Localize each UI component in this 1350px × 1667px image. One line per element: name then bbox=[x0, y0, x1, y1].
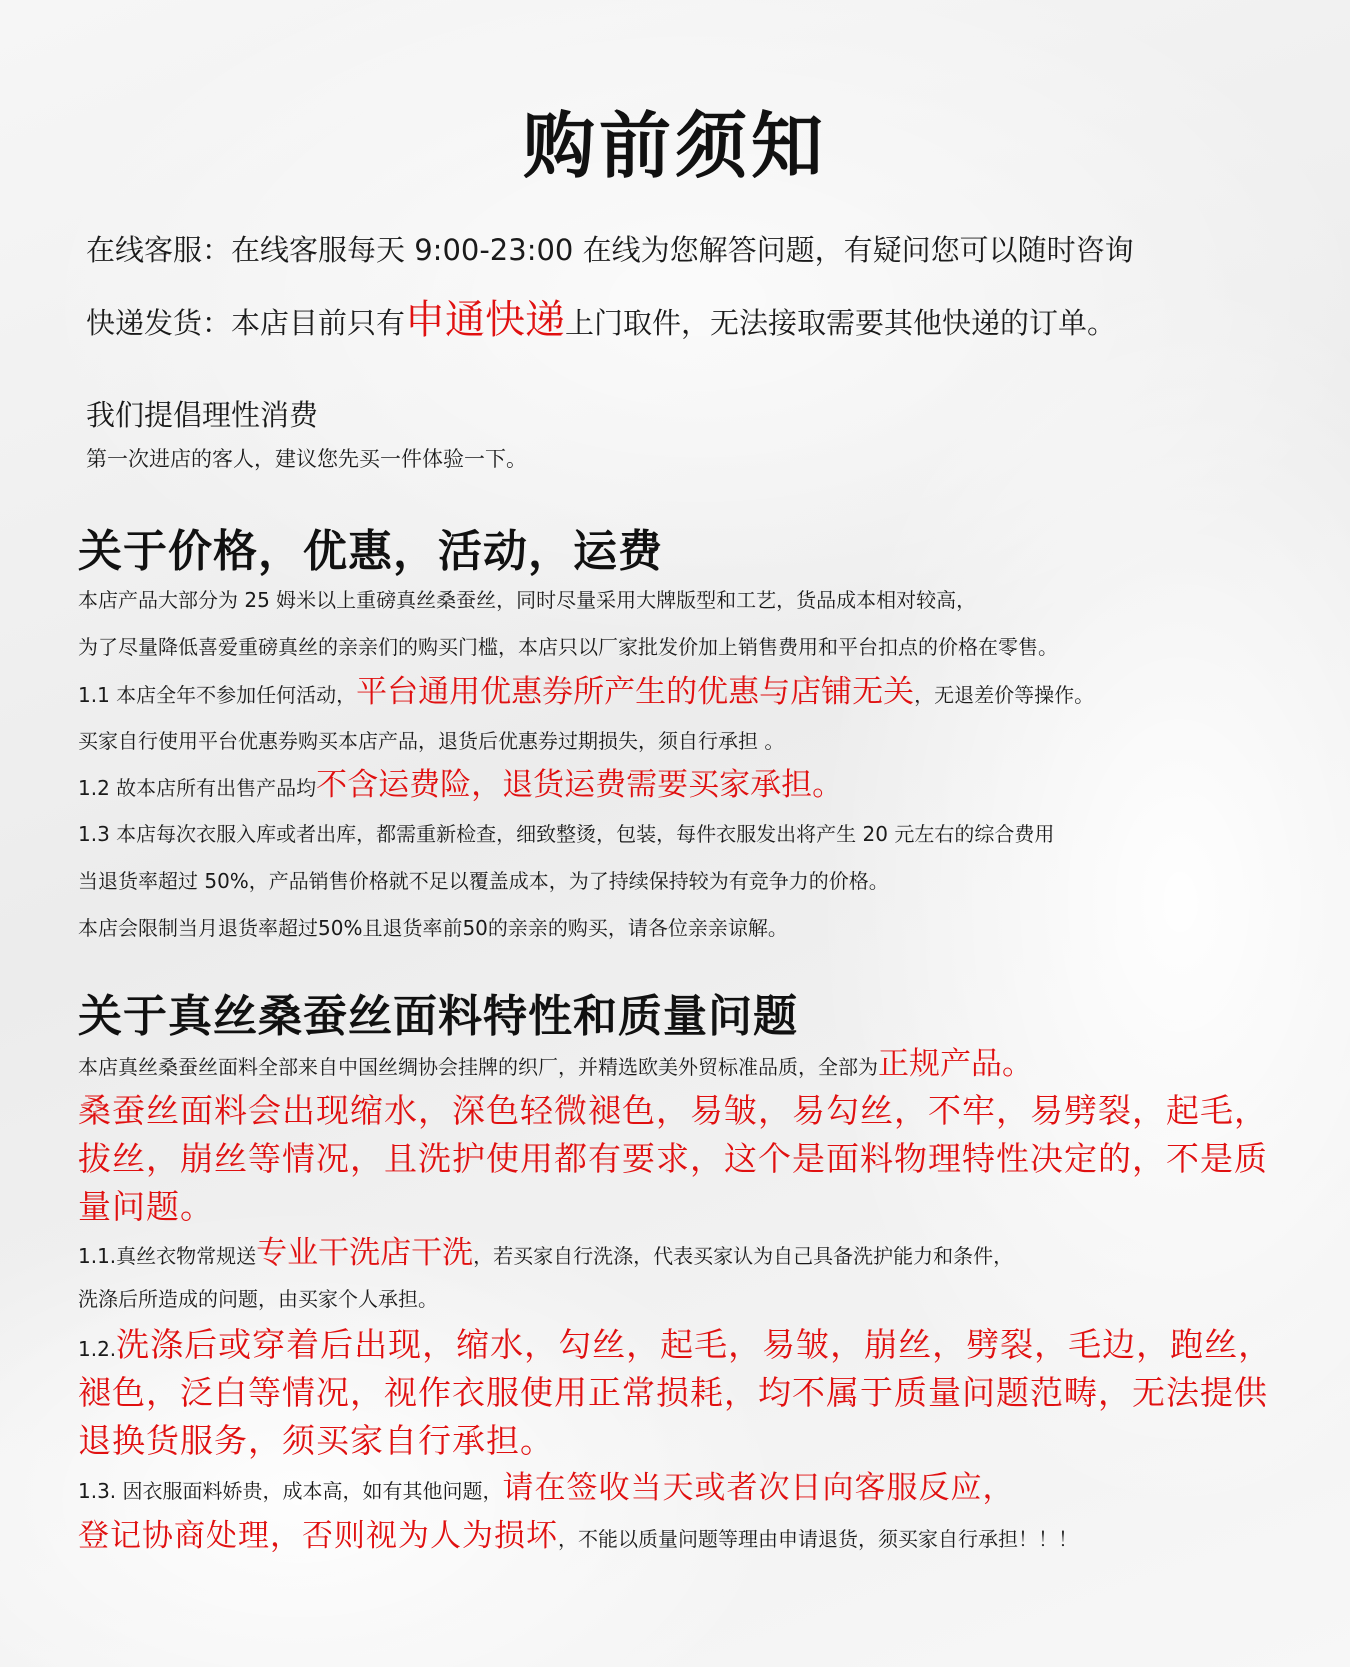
courier-highlight: 申通快递 bbox=[405, 297, 566, 343]
shipping-line bbox=[86, 288, 1116, 345]
fabric-warning-line-2: 拔丝，崩丝等情况，且洗护使用都有要求，这个是面料物理特性决定的，不是质 bbox=[78, 1139, 1268, 1178]
quality-item-1-2-line-3: 退换货服务，须买家自行承担。 bbox=[78, 1421, 554, 1460]
quality-item-1-3-line-2: 登记协商处理，否则视为人为损坏，不能以质量问题等理由申请退货，须买家自行承担！！！ bbox=[78, 1518, 1078, 1554]
price-item-1-3-cont2: 本店会限制当月退货率超过50%且退货率前50的亲亲的购买，请各位亲亲谅解。 bbox=[78, 916, 788, 940]
rational-heading: 我们提倡理性消费 bbox=[86, 398, 319, 432]
price-item-1-2: 1.2 故本店所有出售产品均不含运费险，退货运费需要买家承担。 bbox=[78, 767, 844, 803]
quality-paragraph-1: 本店真丝桑蚕丝面料全部来自中国丝绸协会挂牌的织厂，并精选欧美外贸标准品质，全部为正规产品。 bbox=[78, 1046, 1033, 1082]
shipping-fee-highlight: 不含运费险，退货运费需要买家承担。 bbox=[316, 767, 844, 803]
damage-highlight: 登记协商处理，否则视为人为损坏 bbox=[78, 1518, 558, 1554]
quality-section-heading: 关于真丝桑蚕丝面料特性和质量问题 bbox=[78, 991, 798, 1042]
genuine-product-highlight: 正规产品。 bbox=[878, 1046, 1033, 1082]
contact-service-highlight: 请在签收当天或者次日向客服反应， bbox=[502, 1470, 1015, 1506]
coupon-highlight: 平台通用优惠券所产生的优惠与店铺无关 bbox=[356, 674, 915, 710]
page-title: 购前须知 bbox=[522, 104, 827, 188]
fabric-warning-line-3: 量问题。 bbox=[78, 1187, 214, 1226]
fabric-warning-line-1: 桑蚕丝面料会出现缩水，深色轻微褪色，易皱，易勾丝，不牢，易劈裂，起毛， bbox=[78, 1091, 1268, 1130]
quality-item-1-1-cont: 洗涤后所造成的问题，由买家个人承担。 bbox=[78, 1287, 438, 1311]
shipping-suffix: 上门取件，无法接取需要其他快递的订单。 bbox=[565, 306, 1117, 340]
service-hours-line: 在线客服：在线客服每天 9:00-23:00 在线为您解答问题，有疑问您可以随时咨询 bbox=[86, 233, 1134, 267]
quality-item-1-2-line-1: 1.2.洗涤后或穿着后出现，缩水，勾丝，起毛，易皱，崩丝，劈裂，毛边，跑丝， bbox=[78, 1325, 1273, 1364]
price-paragraph-2: 为了尽量降低喜爱重磅真丝的亲亲们的购买门槛，本店只以厂家批发价加上销售费用和平台扣点的价格在零售。 bbox=[78, 635, 1058, 659]
shipping-prefix: 快递发货：本店目前只有 bbox=[86, 306, 406, 340]
price-item-1-1: 1.1 本店全年不参加任何活动，平台通用优惠券所产生的优惠与店铺无关，无退差价等操作。 bbox=[78, 674, 1095, 710]
price-item-1-3: 1.3 本店每次衣服入库或者出库，都需重新检查，细致整烫，包装，每件衣服发出将产生 20 元左右的综合费用 bbox=[78, 822, 1055, 846]
quality-item-1-2-line-2: 褪色，泛白等情况，视作衣服使用正常损耗，均不属于质量问题范畴，无法提供 bbox=[78, 1373, 1268, 1412]
price-item-1-3-cont: 当退货率超过 50%，产品销售价格就不足以覆盖成本，为了持续保持较为有竞争力的价格。 bbox=[78, 869, 889, 893]
quality-item-1-3-line-1: 1.3. 因衣服面料娇贵，成本高，如有其他问题，请在签收当天或者次日向客服反应， bbox=[78, 1470, 1015, 1506]
price-section-heading: 关于价格，优惠，活动，运费 bbox=[78, 526, 663, 577]
rational-note: 第一次进店的客人，建议您先买一件体验一下。 bbox=[86, 447, 527, 471]
dry-clean-highlight: 专业干洗店干洗 bbox=[256, 1235, 474, 1271]
price-paragraph-1: 本店产品大部分为 25 姆米以上重磅真丝桑蚕丝，同时尽量采用大牌版型和工艺，货品成本相对较高， bbox=[78, 588, 977, 612]
quality-item-1-1: 1.1.真丝衣物常规送专业干洗店干洗，若买家自行洗涤，代表买家认为自己具备洗护能力和条件， bbox=[78, 1235, 1014, 1271]
price-item-1-1-cont: 买家自行使用平台优惠券购买本店产品，退货后优惠券过期损失，须自行承担 。 bbox=[78, 729, 785, 753]
